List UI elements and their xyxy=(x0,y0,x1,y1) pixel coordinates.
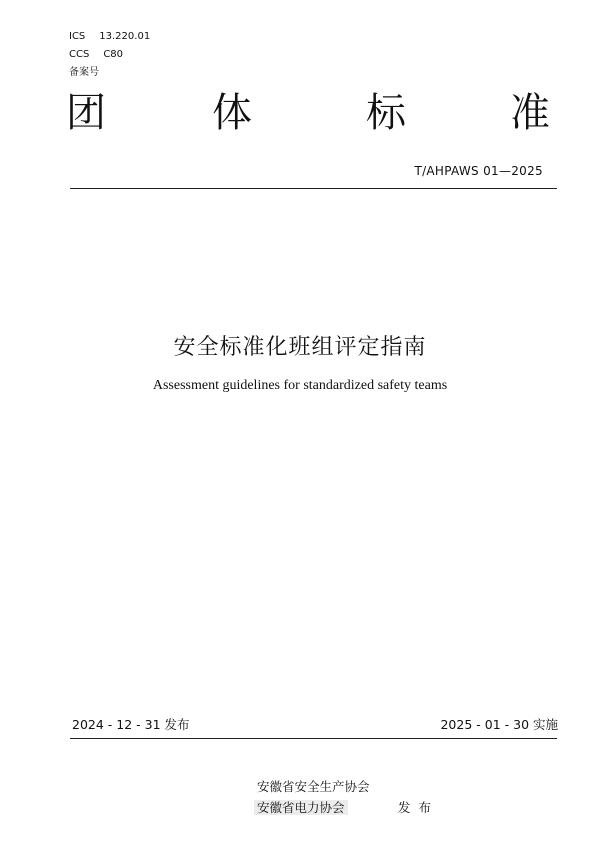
issue-label: 发布 xyxy=(398,800,440,815)
publish-date: 2024 - 12 - 31 发布 xyxy=(72,717,190,732)
publisher-2: 安徽省电力协会 xyxy=(254,800,348,815)
classification-block xyxy=(69,28,150,82)
record-number-label: 备案号 xyxy=(69,67,99,78)
title-char-3: 标 xyxy=(366,90,406,136)
ccs-label: CCS xyxy=(69,49,90,60)
ics-line xyxy=(69,28,150,46)
title-char-2: 体 xyxy=(212,90,252,136)
publisher-list xyxy=(257,776,370,818)
standard-code: T/AHPAWS 01—2025 xyxy=(414,164,543,178)
publisher-1: 安徽省安全生产协会 xyxy=(257,779,370,794)
ccs-line xyxy=(69,46,150,64)
effective-date: 2025 - 01 - 30 实施 xyxy=(440,717,558,732)
header-divider xyxy=(70,188,557,189)
document-title-cn: 安全标准化班组评定指南 xyxy=(173,335,427,360)
footer-divider xyxy=(70,738,557,739)
title-char-4: 准 xyxy=(510,90,550,136)
title-char-1: 团 xyxy=(66,90,106,136)
document-title-en: Assessment guidelines for standardized safety teams xyxy=(152,378,448,393)
ccs-value: C80 xyxy=(103,49,124,60)
standard-type-title xyxy=(66,88,550,138)
ics-value: 13.220.01 xyxy=(99,31,151,42)
ics-label: ICS xyxy=(69,31,86,42)
